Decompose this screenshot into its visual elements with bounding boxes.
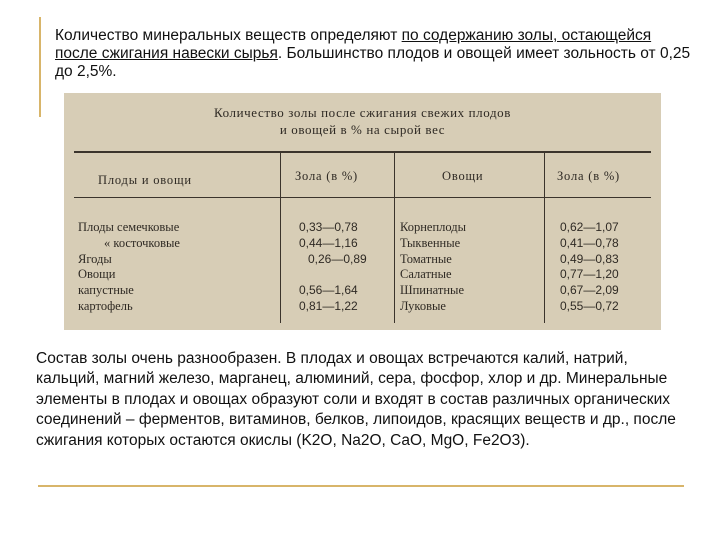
table-top-rule <box>74 151 651 153</box>
accent-vertical-line <box>39 17 41 117</box>
header-vegetables: Овощи <box>442 169 484 183</box>
veg-name: Тыквенные <box>400 236 461 250</box>
fruit-ash-value: 0,26—0,89 <box>308 252 367 266</box>
header-fruits-veg: Плоды и овощи <box>98 173 192 187</box>
column-divider-1 <box>280 153 281 323</box>
fruit-name: « косточковые <box>104 236 180 250</box>
intro-text-end: . Большинство плодов и овощей имеет зольность от 0,25 до 2,5%. <box>55 45 691 80</box>
veg-ash-value: 0,67—2,09 <box>560 283 619 297</box>
veg-name: Томатные <box>400 252 452 266</box>
composition-paragraph: Состав золы очень разнообразен. В плодах и овощах встречаются калий, натрий, кальций, магний железо, марганец, алюминий, сера, фосфор, хлор и др. Минеральные элементы в плодах и овощах образуют соли и входят в состав различных органических соединений – ферментов, витаминов, белков, липоидов, красящих веществ и др., после сжигания которых остаются окислы (K2O, Na2O, CaO, MgO, Fe2O3). <box>36 350 676 449</box>
header-ash-2: Зола (в %) <box>557 169 621 183</box>
table-title-line-1: Количество золы после сжигания свежих плодов <box>213 105 512 120</box>
intro-text-start: Количество минеральных веществ определяют <box>55 27 402 44</box>
fruit-ash-value: 0,81—1,22 <box>299 299 358 313</box>
fruit-name: Ягоды <box>78 252 112 266</box>
fruit-ash-value: 0,33—0,78 <box>299 220 358 234</box>
table-header-rule <box>74 197 651 198</box>
fruit-ash-value: 0,56—1,64 <box>299 283 358 297</box>
veg-name: Корнеплоды <box>400 220 467 234</box>
fruit-name: капустные <box>78 283 134 297</box>
table-title-line-2: и овощей в % на сырой вес <box>279 122 446 137</box>
veg-ash-value: 0,41—0,78 <box>560 236 619 250</box>
fruit-name: картофель <box>78 299 133 313</box>
veg-name: Шпинатные <box>400 283 465 297</box>
column-divider-3 <box>544 153 545 323</box>
fruit-name: Плоды семечковые <box>78 220 180 234</box>
intro-paragraph <box>55 27 695 81</box>
veg-name: Салатные <box>400 267 452 281</box>
accent-horizontal-line <box>38 485 684 487</box>
column-divider-2 <box>394 153 395 323</box>
fruit-name: Овощи <box>78 267 116 281</box>
header-ash-1: Зола (в %) <box>295 169 359 183</box>
veg-name: Луковые <box>400 299 446 313</box>
fruit-ash-value: 0,44—1,16 <box>299 236 358 250</box>
scanned-ash-table <box>64 93 661 330</box>
veg-ash-value: 0,62—1,07 <box>560 220 619 234</box>
intro-underlined-phrase: по содержанию золы, остающейся после сжигания навески сырья <box>55 27 652 62</box>
veg-ash-value: 0,49—0,83 <box>560 252 619 266</box>
veg-ash-value: 0,55—0,72 <box>560 299 619 313</box>
veg-ash-value: 0,77—1,20 <box>560 267 619 281</box>
